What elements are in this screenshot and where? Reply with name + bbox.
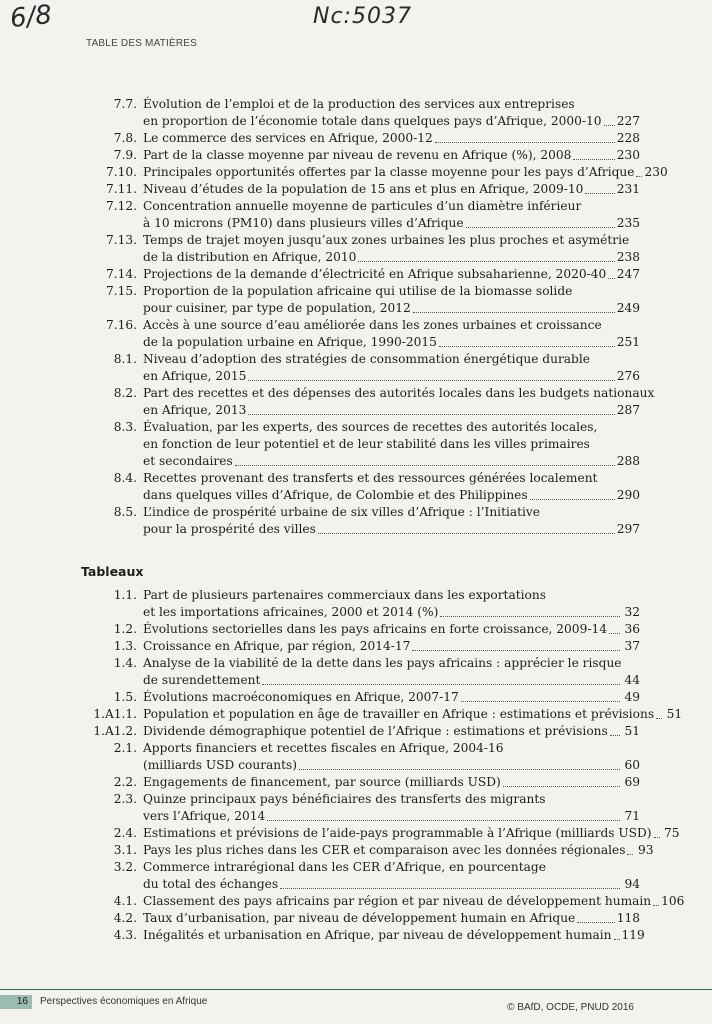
toc-entry — [0, 147, 712, 164]
entry-title-line: Classement des pays africains par région et par niveau de développement humain — [143, 894, 652, 908]
entry-number: 7.12. — [105, 199, 137, 213]
entry-number: 2.4. — [113, 826, 137, 840]
dot-leader — [466, 227, 615, 228]
entry-number: 3.1. — [113, 843, 137, 857]
entry-title-line: pour la prospérité des villes — [143, 522, 316, 536]
entry-page-number: 94 — [624, 877, 640, 891]
entry-title-line: de la population urbaine en Afrique, 1990-2015 — [143, 335, 437, 349]
entry-title-line: en Afrique, 2013 — [143, 403, 247, 417]
dot-leader — [530, 499, 615, 500]
figures-list — [0, 96, 712, 538]
entry-title-line: en fonction de leur potentiel et de leur stabilité dans les villes primaires — [143, 437, 590, 451]
entry-title-line: en Afrique, 2015 — [143, 369, 247, 383]
toc-entry — [0, 706, 712, 723]
entry-number: 7.8. — [113, 131, 137, 145]
dot-leader — [435, 142, 615, 143]
entry-title-line: Projections de la demande d’électricité en Afrique subsaharienne, 2020-40 — [143, 267, 607, 281]
toc-entry — [0, 638, 712, 655]
dot-leader — [585, 193, 614, 194]
toc-entry — [0, 859, 712, 893]
dot-leader — [440, 616, 620, 617]
entry-number: 8.5. — [113, 505, 137, 519]
entry-title-line: de surendettement — [143, 673, 261, 687]
entry-title-line: à 10 microns (PM10) dans plusieurs villes d’Afrique — [143, 216, 464, 230]
footer-page-number: 16 — [0, 995, 32, 1009]
entry-number: 1.1. — [113, 588, 137, 602]
entry-title-line: de la distribution en Afrique, 2010 — [143, 250, 357, 264]
entry-number: 8.4. — [113, 471, 137, 485]
entry-page-number: 37 — [624, 639, 640, 653]
entry-title-line: Dividende démographique potentiel de l’Afrique : estimations et prévisions — [143, 724, 608, 738]
entry-page-number: 106 — [661, 894, 685, 908]
entry-title-line: Inégalités et urbanisation en Afrique, par niveau de développement humain — [143, 928, 612, 942]
entry-page-number: 49 — [624, 690, 640, 704]
dot-leader — [636, 176, 642, 177]
entry-page-number: 60 — [624, 758, 640, 772]
dot-leader — [610, 735, 620, 736]
entry-page-number: 230 — [616, 148, 640, 162]
entry-number: 7.15. — [105, 284, 137, 298]
toc-entry — [0, 587, 712, 621]
entry-title-line: Population et population en âge de travailler en Afrique : estimations et prévisions — [143, 707, 655, 721]
dot-leader — [577, 922, 614, 923]
toc-entry — [0, 470, 712, 504]
entry-number: 7.16. — [105, 318, 137, 332]
entry-number: 7.7. — [113, 97, 137, 111]
toc-entry — [0, 723, 712, 740]
entry-page-number: 297 — [616, 522, 640, 536]
toc-entry — [0, 130, 712, 147]
entry-title-line: Évolutions sectorielles dans les pays africains en forte croissance, 2009-14 — [143, 622, 607, 636]
entry-title-line: Analyse de la viabilité de la dette dans les pays africains : apprécier le risque — [143, 656, 622, 670]
entry-page-number: 276 — [616, 369, 640, 383]
footer-copyright: © BAfD, OCDE, PNUD 2016 — [507, 1002, 634, 1013]
entry-title-line: Recettes provenant des transferts et des ressources générées localement — [143, 471, 598, 485]
footer-publication-title: Perspectives économiques en Afrique — [40, 996, 208, 1007]
footer-rule — [0, 989, 712, 990]
dot-leader — [461, 701, 620, 702]
entry-title-line: Temps de trajet moyen jusqu’aux zones urbaines les plus proches et asymétrie — [143, 233, 630, 247]
entry-title-line: Part des recettes et des dépenses des autorités locales dans les budgets nationaux — [143, 386, 655, 400]
entry-page-number: 44 — [624, 673, 640, 687]
dot-leader — [412, 650, 620, 651]
entry-title-line: Proportion de la population africaine qui utilise de la biomasse solide — [143, 284, 573, 298]
entry-page-number: 71 — [624, 809, 640, 823]
dot-leader — [609, 633, 620, 634]
entry-title-line: pour cuisiner, par type de population, 2012 — [143, 301, 411, 315]
entry-title-line: en proportion de l’économie totale dans quelques pays d’Afrique, 2000-10 — [143, 114, 602, 128]
entry-number: 4.3. — [113, 928, 137, 942]
entry-number: 7.10. — [105, 165, 137, 179]
toc-entry — [0, 621, 712, 638]
entry-title-line: Croissance en Afrique, par région, 2014-17 — [143, 639, 411, 653]
dot-leader — [358, 261, 614, 262]
dot-leader — [608, 278, 615, 279]
entry-title-line: Estimations et prévisions de l’aide-pays programmable à l’Afrique (milliards USD) — [143, 826, 652, 840]
toc-entry — [0, 774, 712, 791]
entry-page-number: 51 — [624, 724, 640, 738]
entry-title-line: Le commerce des services en Afrique, 2000-12 — [143, 131, 433, 145]
dot-leader — [573, 159, 614, 160]
toc-entry — [0, 96, 712, 130]
toc-entry — [0, 164, 712, 181]
toc-entry — [0, 232, 712, 266]
entry-number: 1.A1.2. — [93, 724, 137, 738]
entry-number: 1.3. — [113, 639, 137, 653]
entry-title-line: Accès à une source d’eau améliorée dans les zones urbaines et croissance — [143, 318, 602, 332]
toc-entry — [0, 504, 712, 538]
dot-leader — [439, 346, 615, 347]
entry-number: 8.3. — [113, 420, 137, 434]
dot-leader — [503, 786, 620, 787]
toc-entry — [0, 655, 712, 689]
entry-page-number: 238 — [616, 250, 640, 264]
entry-number: 8.2. — [113, 386, 137, 400]
toc-entry — [0, 283, 712, 317]
entry-number: 1.2. — [113, 622, 137, 636]
entry-title-line: Quinze principaux pays bénéficiaires des transferts des migrants — [143, 792, 546, 806]
table-of-contents — [0, 96, 712, 944]
entry-title-line: Commerce intrarégional dans les CER d’Afrique, en pourcentage — [143, 860, 546, 874]
entry-title-line: Part de la classe moyenne par niveau de revenu en Afrique (%), 2008 — [143, 148, 572, 162]
handwritten-page-mark: 6/8 — [8, 0, 54, 35]
dot-leader — [654, 837, 660, 838]
toc-entry — [0, 198, 712, 232]
entry-page-number: 119 — [621, 928, 645, 942]
entry-page-number: 93 — [637, 843, 654, 857]
entry-page-number: 32 — [624, 605, 640, 619]
dot-leader — [248, 380, 614, 381]
entry-number: 4.2. — [113, 911, 137, 925]
toc-entry — [0, 842, 712, 859]
entry-title-line: Évolution de l’emploi et de la production des services aux entreprises — [143, 97, 575, 111]
entry-page-number: 249 — [616, 301, 640, 315]
entry-title-line: Concentration annuelle moyenne de particules d’un diamètre inférieur — [143, 199, 582, 213]
entry-title-line: vers l’Afrique, 2014 — [143, 809, 266, 823]
entry-page-number: 118 — [616, 911, 640, 925]
dot-leader — [614, 939, 620, 940]
toc-entry — [0, 419, 712, 470]
entry-title-line: Évaluation, par les experts, des sources de recettes des autorités locales, — [143, 420, 598, 434]
entry-title-line: et les importations africaines, 2000 et 2014 (%) — [143, 605, 439, 619]
entry-title-line: Principales opportunités offertes par la classe moyenne pour les pays d’Afrique — [143, 165, 635, 179]
dot-leader — [262, 684, 620, 685]
entry-page-number: 288 — [616, 454, 640, 468]
entry-title-line: dans quelques villes d’Afrique, de Colombie et des Philippines — [143, 488, 528, 502]
dot-leader — [318, 533, 615, 534]
entry-page-number: 290 — [616, 488, 640, 502]
dot-leader — [653, 905, 659, 906]
entry-number: 2.3. — [113, 792, 137, 806]
dot-leader — [656, 718, 662, 719]
toc-entry — [0, 317, 712, 351]
entry-number: 7.9. — [113, 148, 137, 162]
entry-number: 1.4. — [113, 656, 137, 670]
entry-title-line: Niveau d’adoption des stratégies de consommation énergétique durable — [143, 352, 590, 366]
dot-leader — [235, 465, 615, 466]
entry-number: 2.2. — [113, 775, 137, 789]
entry-title-line: Part de plusieurs partenaires commerciaux dans les exportations — [143, 588, 546, 602]
entry-page-number: 247 — [616, 267, 640, 281]
entry-title-line: Niveau d’études de la population de 15 ans et plus en Afrique, 2009-10 — [143, 182, 584, 196]
entry-page-number: 51 — [666, 707, 683, 721]
entry-page-number: 69 — [624, 775, 640, 789]
entry-title-line: L’indice de prospérité urbaine de six villes d’Afrique : l’Initiative — [143, 505, 541, 519]
dot-leader — [604, 125, 615, 126]
toc-entry — [0, 910, 712, 927]
entry-page-number: 230 — [644, 165, 668, 179]
entry-number: 7.13. — [105, 233, 137, 247]
dot-leader — [413, 312, 615, 313]
entry-page-number: 228 — [616, 131, 640, 145]
dot-leader — [248, 414, 614, 415]
toc-entry — [0, 740, 712, 774]
entry-number: 1.5. — [113, 690, 137, 704]
dot-leader — [280, 888, 620, 889]
entry-number: 8.1. — [113, 352, 137, 366]
dot-leader — [299, 769, 620, 770]
entry-title-line: Pays les plus riches dans les CER et comparaison avec les données régionales — [143, 843, 626, 857]
toc-entry — [0, 689, 712, 706]
entry-number: 3.2. — [113, 860, 137, 874]
entry-page-number: 36 — [624, 622, 640, 636]
toc-entry — [0, 825, 712, 842]
toc-entry — [0, 927, 712, 944]
handwritten-catalog-number: Nc:5037 — [313, 4, 412, 29]
entry-title-line: et secondaires — [143, 454, 233, 468]
entry-number: 7.14. — [105, 267, 137, 281]
entry-title-line: (milliards USD courants) — [143, 758, 298, 772]
running-head: TABLE DES MATIÈRES — [86, 38, 198, 49]
entry-page-number: 75 — [664, 826, 680, 840]
entry-page-number: 287 — [616, 403, 640, 417]
toc-entry — [0, 385, 712, 419]
tables-section-title: Tableaux — [81, 564, 144, 579]
entry-title-line: du total des échanges — [143, 877, 279, 891]
entry-title-line: Taux d’urbanisation, par niveau de développement humain en Afrique — [143, 911, 576, 925]
entry-page-number: 231 — [616, 182, 640, 196]
dot-leader — [267, 820, 620, 821]
entry-number: 7.11. — [105, 182, 137, 196]
entry-title-line: Apports financiers et recettes fiscales en Afrique, 2004-16 — [143, 741, 504, 755]
entry-title-line: Engagements de financement, par source (milliards USD) — [143, 775, 501, 789]
toc-entry — [0, 893, 712, 910]
toc-entry — [0, 351, 712, 385]
entry-number: 4.1. — [113, 894, 137, 908]
toc-entry — [0, 181, 712, 198]
entry-number: 1.A1.1. — [93, 707, 137, 721]
toc-entry — [0, 266, 712, 283]
toc-entry — [0, 791, 712, 825]
entry-title-line: Évolutions macroéconomiques en Afrique, 2007-17 — [143, 690, 459, 704]
entry-number: 2.1. — [113, 741, 137, 755]
tables-list — [0, 587, 712, 944]
entry-page-number: 251 — [616, 335, 640, 349]
entry-page-number: 227 — [616, 114, 640, 128]
dot-leader — [627, 854, 633, 855]
entry-page-number: 235 — [616, 216, 640, 230]
